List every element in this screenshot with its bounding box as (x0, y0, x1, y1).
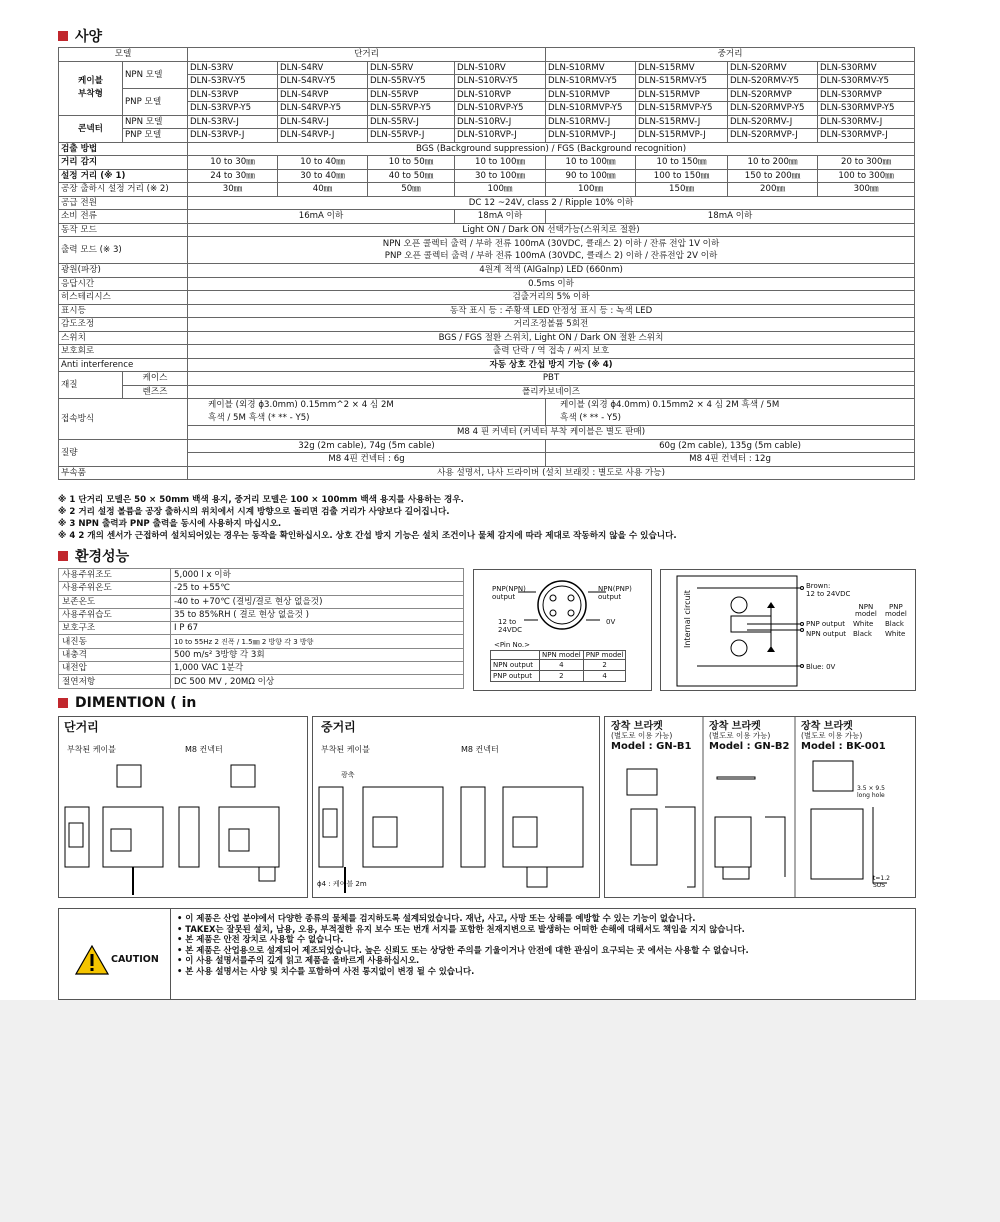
bracket2-model: Model : GN-B2 (709, 741, 790, 752)
row-value: 90 to 100㎜ (546, 169, 636, 183)
dim-section-title (58, 695, 196, 711)
model-cell: DLN-S20RMV (728, 61, 818, 75)
model-cell: DLN-S10RV-Y5 (455, 75, 546, 89)
model-cell: DLN-S10RVP-J (455, 129, 546, 143)
row-value: DC 12 ~24V, class 2 / Ripple 10% 이하 (188, 196, 915, 210)
model-cell: DLN-S15RMVP-J (636, 129, 728, 143)
row-value: 0.5ms 이하 (188, 277, 915, 291)
bracket3-title: 장착 브라켓 (801, 721, 853, 732)
env-section-title (58, 546, 129, 566)
model-cell: DLN-S4RV-J (278, 115, 368, 129)
pin-no-label: <Pin No.> (494, 641, 531, 649)
model-cell: DLN-S15RMVP (636, 88, 728, 102)
note: ※ 2 거리 설정 볼륨을 공장 출하시의 위치에서 시계 방향으로 돌리면 검출 거리가 사양보다 길어집니다. (58, 507, 450, 517)
model-cell: DLN-S15RMV (636, 61, 728, 75)
note: ※ 1 단거리 모델은 50 × 50mm 백색 용지, 중거리 모델은 100 × 100mm 백색 용지를 사용하는 경우. (58, 495, 464, 505)
wire-color: Black (853, 630, 872, 638)
model-cell: DLN-S10RMV-J (546, 115, 636, 129)
pin-label-mr: 0V (606, 618, 616, 626)
row-label: 거리 감지 (59, 156, 188, 170)
env-label: 보호구조 (59, 622, 171, 635)
row-label: 부속품 (59, 466, 188, 480)
model-row (59, 61, 915, 75)
bracket1-title: 장착 브라켓 (611, 721, 663, 732)
row-label: 출력 모드 (※ 3) (59, 237, 188, 264)
model-cell: DLN-S5RV-J (368, 115, 455, 129)
row-value: 200㎜ (728, 183, 818, 197)
warning-icon (75, 945, 109, 975)
row-label: 스위치 (59, 331, 188, 345)
spec-row (59, 183, 915, 197)
pin-label-tr: NPN(PNP) output (598, 585, 632, 601)
model-row (59, 129, 915, 143)
pin-cell: 2 (540, 671, 584, 682)
model-cell: DLN-S20RMV-Y5 (728, 75, 818, 89)
spec-row (59, 466, 915, 480)
wire-color: Black (885, 620, 904, 628)
row-value: 사용 설명서, 나사 드라이버 (설치 브래킷 : 별도로 사용 가능) (188, 466, 915, 480)
caution-item: • 이 사용 설명서를주의 깊게 읽고 제품을 올바르게 사용하십시오. (177, 955, 749, 966)
model-row (59, 88, 915, 102)
npn-output-label: NPN output (806, 630, 847, 638)
pin-diagram-box (473, 569, 652, 691)
section-marker (58, 551, 68, 561)
wire-color: White (885, 630, 906, 638)
conn-line: 케이블 (외경 ϕ4.0mm) 0.15mm2 × 4 심 2M 흑색 / 5M (560, 400, 780, 410)
row-label: 동작 모드 (59, 223, 188, 237)
env-label: 절연저항 (59, 675, 171, 688)
row-value: 4원계 적색 (AlGalnp) LED (660nm) (188, 264, 915, 278)
optical-axis-label: 광축 (341, 771, 355, 779)
spec-row (59, 453, 915, 467)
group-cable: 케이블 부착형 (59, 61, 123, 115)
model-cell: DLN-S4RVP (278, 88, 368, 102)
spec-row (59, 318, 915, 332)
cable-note: ϕ4 : 케이블 2m (317, 880, 367, 888)
model-cell: DLN-S4RV-Y5 (278, 75, 368, 89)
row-value: M8 4핀 컨넥터 : 12g (546, 453, 915, 467)
row-value: Light ON / Dark ON 선택가능(스위치로 절환) (188, 223, 915, 237)
dim-short-m8: M8 컨넥터 (185, 745, 223, 754)
model-cell: DLN-S20RMVP-J (728, 129, 818, 143)
circuit-diagram-box (660, 569, 916, 691)
pnp-output-label: PNP output (806, 620, 845, 628)
env-table (58, 568, 464, 689)
wire-color: White (853, 620, 874, 628)
row-value: 60g (2m cable), 135g (5m cable) (546, 439, 915, 453)
model-cell: DLN-S10RMV-Y5 (546, 75, 636, 89)
spec-row (59, 399, 915, 426)
row-value: 10 to 100㎜ (546, 156, 636, 170)
spec-row (59, 358, 915, 372)
pin-table (490, 650, 626, 682)
spec-row (59, 142, 915, 156)
env-title-text: 환경성능 (75, 549, 130, 565)
bracket3-sub: (별도로 이용 가능) (801, 731, 863, 740)
caution-item: • 본 제품은 산업용으로 설계되어 제조되었습니다. 높은 신뢰도 또는 상당한 주의를 기울이거나 안전에 대한 관심이 요구되는 곳 에서는 사용할 수 없습니다. (177, 945, 749, 956)
blue-label: Blue: 0V (806, 663, 836, 671)
model-cell: DLN-S3RVP (188, 88, 278, 102)
dim-short-cable: 부착된 케이블 (67, 745, 116, 754)
row-sublabel: 렌즈즈 (123, 385, 188, 399)
row-value: 50㎜ (368, 183, 455, 197)
model-cell: DLN-S10RV (455, 61, 546, 75)
npn-label: NPN 모델 (123, 61, 188, 88)
row-label: 감도조정 (59, 318, 188, 332)
bracket2-sub: (별도로 이용 가능) (709, 731, 771, 740)
model-cell: DLN-S10RVP-Y5 (455, 102, 546, 116)
env-row (59, 582, 464, 595)
env-row (59, 662, 464, 675)
model-cell: DLN-S20RMVP-Y5 (728, 102, 818, 116)
spec-row (59, 264, 915, 278)
env-label: 보존온도 (59, 595, 171, 608)
spec-row (59, 385, 915, 399)
model-cell: DLN-S15RMV-Y5 (636, 75, 728, 89)
model-cell: DLN-S4RVP-Y5 (278, 102, 368, 116)
env-value: 1,000 VAC 1분각 (171, 662, 464, 675)
spec-row (59, 372, 915, 386)
model-cell: DLN-S10RMVP-Y5 (546, 102, 636, 116)
model-cell: DLN-S5RVP (368, 88, 455, 102)
env-row (59, 675, 464, 688)
dim-title-text: DIMENTION ( in (75, 695, 197, 711)
caution-box (58, 908, 916, 1000)
dim-mid-m8: M8 컨넥터 (461, 745, 499, 754)
spec-row (59, 345, 915, 359)
row-label: 질량 (59, 439, 188, 466)
row-value (546, 399, 915, 426)
row-value: 18mA 이하 (455, 210, 546, 224)
spec-title-text: 사양 (75, 29, 103, 45)
row-value: 자동 상호 간섭 방지 기능 (※ 4) (188, 358, 915, 372)
row-value: 100 to 300㎜ (818, 169, 915, 183)
model-cell: DLN-S3RVP-J (188, 129, 278, 143)
env-row (59, 608, 464, 621)
bottom-margin (0, 1000, 1000, 1222)
bracket-drawings (605, 717, 915, 897)
model-row (59, 75, 915, 89)
row-label: 검출 방법 (59, 142, 188, 156)
model-cell: DLN-S4RV (278, 61, 368, 75)
spec-row (59, 223, 915, 237)
model-row (59, 102, 915, 116)
row-value: 40㎜ (278, 183, 368, 197)
row-value: M8 4 핀 커넥터 (커넥터 부착 케이블은 별도 판매) (188, 426, 915, 440)
pin-label-tl: PNP(NPN) output (492, 585, 526, 601)
row-label: 표시등 (59, 304, 188, 318)
model-cell: DLN-S3RV (188, 61, 278, 75)
mid-range-drawing (313, 717, 599, 897)
row-label: 보호회로 (59, 345, 188, 359)
env-value: I P 67 (171, 622, 464, 635)
env-value: DC 500 MV , 20MΩ 이상 (171, 675, 464, 688)
bracket2-title: 장착 브라켓 (709, 721, 761, 732)
row-value: 동작 표시 등 : 주황색 LED 안정성 표시 등 : 녹색 LED (188, 304, 915, 318)
env-row (59, 635, 464, 648)
dim-mid-cable: 부착된 케이블 (321, 745, 370, 754)
row-value: 10 to 200㎜ (728, 156, 818, 170)
row-sublabel: 케이스 (123, 372, 188, 386)
model-cell: DLN-S5RVP-Y5 (368, 102, 455, 116)
env-value: -25 to +55℃ (171, 582, 464, 595)
model-row (59, 115, 915, 129)
npn-model-label: NPN model (855, 603, 877, 618)
model-cell: DLN-S15RMV-J (636, 115, 728, 129)
row-label: 공급 전원 (59, 196, 188, 210)
dim-mid-box (312, 716, 600, 898)
bracket1-sub: (별도로 이용 가능) (611, 731, 673, 740)
model-cell: DLN-S3RVP-Y5 (188, 102, 278, 116)
pnp-label: PNP 모델 (123, 88, 188, 115)
spec-table (58, 47, 915, 480)
long-hole-note: 3.5 × 9.5 long hole (857, 785, 885, 799)
model-cell: DLN-S30RMV-Y5 (818, 75, 915, 89)
section-marker (58, 698, 68, 708)
dim-short-box (58, 716, 308, 898)
caution-item: • 이 제품은 산업 분야에서 다양한 종류의 물체를 검지하도록 설계되었습니다. 재난, 사고, 사망 또는 상해를 예방할 수 있는 기능이 없습니다. (177, 913, 749, 924)
spec-row (59, 331, 915, 345)
caution-item: • 본 사용 설명서는 사양 및 치수를 포함하여 사전 통지없이 변경 될 수 있습니다. (177, 966, 749, 977)
short-range-drawing (59, 717, 307, 897)
conn-line: 흑색 / 5M 흑색 (* ** - Y5) (208, 413, 310, 423)
model-cell: DLN-S20RMV-J (728, 115, 818, 129)
header-mid: 중거리 (546, 48, 915, 62)
model-cell: DLN-S10RVP (455, 88, 546, 102)
row-value: 100㎜ (455, 183, 546, 197)
caution-item: • 본 제품은 안전 장치로 사용할 수 없습니다. (177, 934, 749, 945)
env-value: 35 to 85%RH ( 결로 현상 없을것 ) (171, 608, 464, 621)
row-value: 출력 단락 / 역 접속 / 써지 보호 (188, 345, 915, 359)
pin-cell: 2 (583, 660, 626, 671)
caution-list (177, 913, 749, 977)
row-value (188, 399, 546, 426)
model-cell: DLN-S10RMVP-J (546, 129, 636, 143)
row-value: 10 to 150㎜ (636, 156, 728, 170)
row-value: 100 to 150㎜ (636, 169, 728, 183)
row-value: 10 to 50㎜ (368, 156, 455, 170)
env-value: 5,000 l x 이하 (171, 569, 464, 582)
spec-row (59, 291, 915, 305)
model-cell: DLN-S30RMVP-J (818, 129, 915, 143)
model-cell: DLN-S3RV-Y5 (188, 75, 278, 89)
note: ※ 4 2 개의 센서가 근접하여 설치되어있는 경우는 동작을 확인하십시오. 상호 간섭 방지 기능은 설치 조건이나 물체 감지에 따라 제대로 작동하지 않을 수 있습니다. (58, 531, 677, 541)
pin-row-label: NPN output (491, 660, 540, 671)
spec-row (59, 210, 915, 224)
pin-col: NPN model (540, 651, 584, 660)
dim-mid-title: 중거리 (321, 720, 356, 734)
env-value: 500 m/s² 3방향 각 3회 (171, 648, 464, 661)
row-value: 100㎜ (546, 183, 636, 197)
model-cell: DLN-S30RMVP (818, 88, 915, 102)
row-value (188, 237, 915, 264)
model-cell: DLN-S5RVP-J (368, 129, 455, 143)
row-label: 응답시간 (59, 277, 188, 291)
spec-row (59, 169, 915, 183)
row-label: 공장 출하시 설정 거리 (※ 2) (59, 183, 188, 197)
spec-notes (58, 494, 677, 542)
caution-item: • TAKEX는 잘못된 설치, 남용, 오용, 부적절한 유지 보수 또는 번개 서지를 포함한 천재지변으로 발생하는 어떠한 손해에 대해서도 책임을 지지 않습니다. (177, 924, 749, 935)
model-cell: DLN-S15RMVP-Y5 (636, 102, 728, 116)
pin-cell: 4 (583, 671, 626, 682)
header-model: 모델 (59, 48, 188, 62)
bracket3-model: Model : BK-001 (801, 741, 886, 752)
spec-row (59, 426, 915, 440)
row-value: 10 to 30㎜ (188, 156, 278, 170)
spec-row (59, 156, 915, 170)
row-value: 10 to 40㎜ (278, 156, 368, 170)
section-marker (58, 31, 68, 41)
row-value: 300㎜ (818, 183, 915, 197)
env-label: 사용주위조도 (59, 569, 171, 582)
model-cell: DLN-S30RMVP-Y5 (818, 102, 915, 116)
spec-row (59, 237, 915, 264)
row-value: 18mA 이하 (546, 210, 915, 224)
row-value: BGS (Background suppression) / FGS (Background recognition) (188, 142, 915, 156)
row-value: BGS / FGS 절환 스위치, Light ON / Dark ON 절환 스위치 (188, 331, 915, 345)
row-label: Anti interference (59, 358, 188, 372)
row-value: 검출거리의 5% 이하 (188, 291, 915, 305)
pnp-label: PNP 모델 (123, 129, 188, 143)
pin-cell: 4 (540, 660, 584, 671)
model-cell: DLN-S10RMV (546, 61, 636, 75)
dim-bracket-box (604, 716, 916, 898)
brown-label: Brown: 12 to 24VDC (806, 582, 851, 598)
env-row (59, 569, 464, 582)
caution-label-cell (59, 909, 171, 999)
pnp-model-label: PNP model (885, 603, 907, 618)
model-cell: DLN-S5RV-Y5 (368, 75, 455, 89)
row-value: 20 to 300㎜ (818, 156, 915, 170)
row-label: 설정 거리 (※ 1) (59, 169, 188, 183)
model-cell: DLN-S3RV-J (188, 115, 278, 129)
row-value: 16mA 이하 (188, 210, 455, 224)
spec-header-row (59, 48, 915, 62)
env-row (59, 648, 464, 661)
internal-circuit-label: Internal circuit (683, 590, 692, 648)
spec-row (59, 304, 915, 318)
env-value: 10 to 55Hz 2 진폭 / 1.5㎜ 2 방향 각 3 방향 (171, 635, 464, 648)
bracket1-model: Model : GN-B1 (611, 741, 692, 752)
note: ※ 3 NPN 출력과 PNP 출력을 동시에 사용하지 마십시오. (58, 519, 282, 529)
env-label: 사용주위습도 (59, 608, 171, 621)
conn-line: 케이블 (외경 ϕ3.0mm) 0.15mm^2 × 4 심 2M (208, 400, 394, 410)
row-value: 40 to 50㎜ (368, 169, 455, 183)
row-label: 광원(파장) (59, 264, 188, 278)
row-value: 24 to 30㎜ (188, 169, 278, 183)
spec-row (59, 439, 915, 453)
row-value: 32g (2m cable), 74g (5m cable) (188, 439, 546, 453)
internal-circuit-drawing (661, 570, 915, 690)
row-label: 히스테리시스 (59, 291, 188, 305)
row-label: 재질 (59, 372, 123, 399)
output-line: NPN 오픈 콜렉터 출력 / 부하 전류 100mA (30VDC, 클래스 2) 이하 / 잔류 전압 1V 이하 (382, 239, 720, 249)
header-short: 단거리 (188, 48, 546, 62)
env-label: 사용주위온도 (59, 582, 171, 595)
npn-label: NPN 모델 (123, 115, 188, 129)
model-cell: DLN-S30RMV (818, 61, 915, 75)
model-cell: DLN-S4RVP-J (278, 129, 368, 143)
model-cell: DLN-S5RV (368, 61, 455, 75)
pin-row-label: PNP output (491, 671, 540, 682)
model-cell: DLN-S30RMV-J (818, 115, 915, 129)
model-cell: DLN-S20RMVP (728, 88, 818, 102)
group-conn: 콘넥터 (59, 115, 123, 142)
pin-col: PNP model (583, 651, 626, 660)
pin-label-ml: 12 to 24VDC (498, 618, 522, 634)
env-label: 내충격 (59, 648, 171, 661)
output-line: PNP 오픈 콜렉터 출력 / 부하 전류 100mA (30VDC, 클래스 2) 이하 / 잔류전압 2V 이하 (384, 251, 718, 261)
row-value: 폴리카보네이즈 (188, 385, 915, 399)
env-row (59, 595, 464, 608)
row-value: 30 to 40㎜ (278, 169, 368, 183)
row-value: M8 4핀 컨넥터 : 6g (188, 453, 546, 467)
env-label: 내전압 (59, 662, 171, 675)
sus-note: t=1.2 SUS (873, 875, 890, 889)
model-cell: DLN-S10RV-J (455, 115, 546, 129)
row-value: 30 to 100㎜ (455, 169, 546, 183)
row-label: 접속방식 (59, 399, 188, 440)
spec-row (59, 277, 915, 291)
spec-section-title (58, 26, 102, 46)
row-value: 150 to 200㎜ (728, 169, 818, 183)
row-value: 150㎜ (636, 183, 728, 197)
row-value: 거리조정볼륨 5회전 (188, 318, 915, 332)
env-label: 내진동 (59, 635, 171, 648)
caution-label: CAUTION (111, 954, 159, 965)
row-value: 30㎜ (188, 183, 278, 197)
dim-short-title: 단거리 (64, 720, 99, 734)
conn-line: 흑색 (* ** - Y5) (560, 413, 621, 423)
env-value: -40 to +70℃ (결빙/결로 현상 없을것) (171, 595, 464, 608)
row-label: 소비 전류 (59, 210, 188, 224)
model-cell: DLN-S10RMVP (546, 88, 636, 102)
spec-row (59, 196, 915, 210)
env-row (59, 622, 464, 635)
row-value: 10 to 100㎜ (455, 156, 546, 170)
row-value: PBT (188, 372, 915, 386)
